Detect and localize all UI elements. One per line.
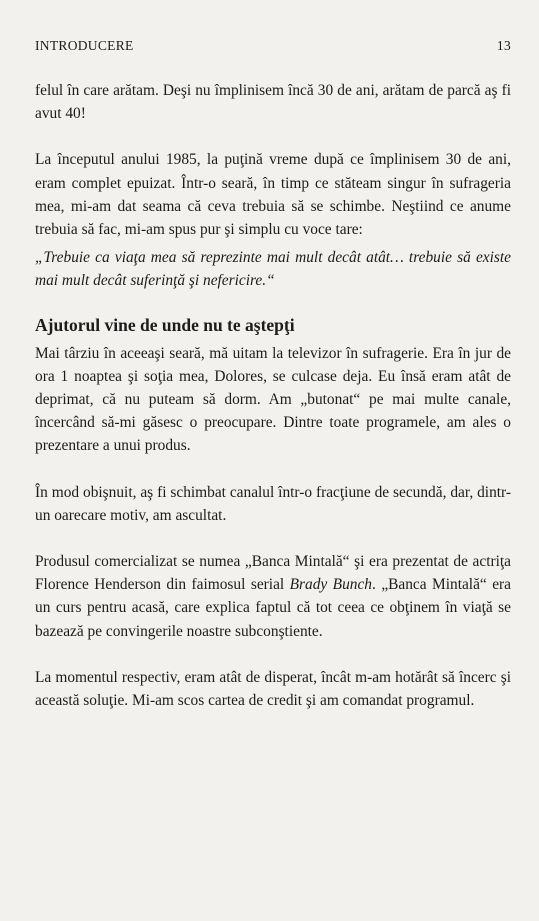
paragraph-4: În mod obişnuit, aş fi schimbat canalul într-o fracţiune de secundă, dar, dintr-un oarecare motiv, am ascultat. — [35, 483, 511, 524]
page-number: 13 — [496, 38, 511, 53]
running-header — [35, 38, 511, 56]
paragraph-6: La momentul respectiv, eram atât de disperat, încât m-am hotărât să încerc şi această soluţie. Mi-am scos cartea de credit şi am comandat programul. — [35, 668, 511, 710]
section-heading: Ajutorul vine de unde nu te aştepţi — [35, 314, 295, 335]
paragraph-5-part-b: . „Banca Mintală“ era un curs pentru acasă, care explica faptul că tot ceea ce obţinem în viaţă se bazează pe convingerile noastre subconştiente. — [35, 576, 511, 640]
paragraph-3: Mai târziu în aceeaşi seară, mă uitam la televizor în sufragerie. Era în jur de ora 1 noaptea şi soţia mea, Dolores, se culcase deja. Eu însă eram atât de deprimat, că nu puteam să dorm. Am „butonat“ pe mai multe canale, încercând să-mi găsesc o preocupare. Dintre toate programele, am ales o prezentare a unui produs. — [35, 344, 511, 455]
paragraph-1: felul în care arătam. Deşi nu împlinisem încă 30 de ani, arătam de parcă aş fi avut 40! — [35, 82, 511, 123]
page-body — [35, 79, 511, 712]
paragraph-2: La începutul anului 1985, la puţină vreme după ce împlinisem 30 de ani, eram complet epuizat. Într-o seară, în timp ce stăteam singur în sufrageria mea, mi-am dat seama că ceva trebuia să se schimbe. Neştiind ce anume trebuia să fac, mi-am spus pur şi simplu cu voce tare: — [35, 151, 511, 239]
paragraph-5-part-a: Produsul comercializat se numea „Banca Mintală“ şi era prezentat de actriţa Florence Henderson din faimosul serial — [35, 553, 511, 594]
paragraph-5-series-title: Brady Bunch — [289, 576, 373, 594]
chapter-title: INTRODUCERE — [35, 38, 134, 53]
paragraph-5 — [35, 550, 511, 643]
quote-paragraph: „Trebuie ca viaţa mea să reprezinte mai mult decât atât… trebuie să existe mai mult decât suferinţă şi nefericire.“ — [35, 249, 511, 290]
